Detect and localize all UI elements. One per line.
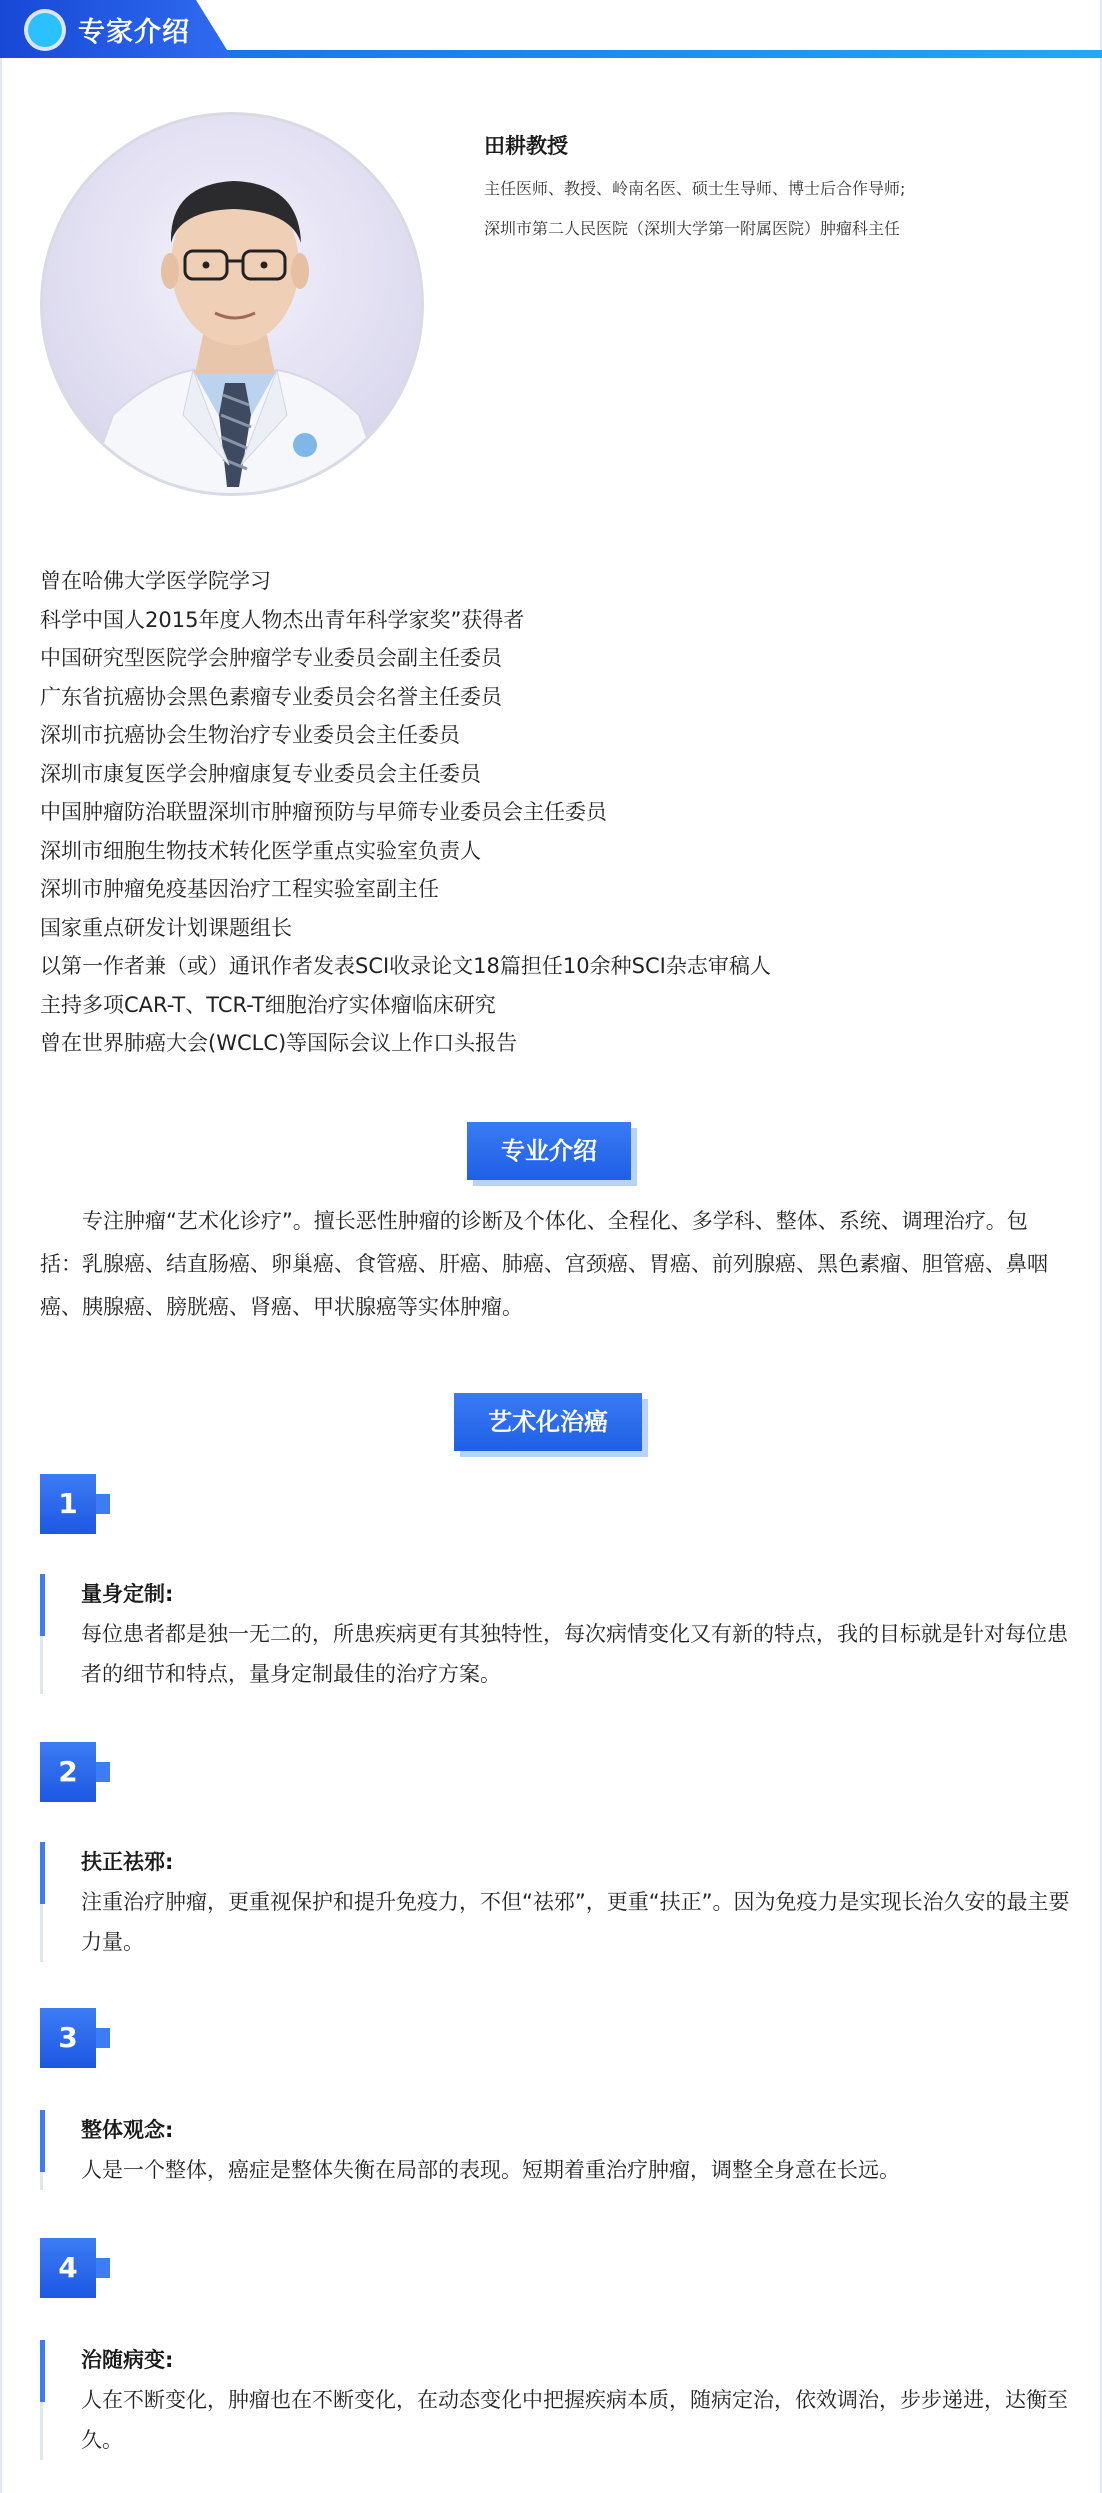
art-item xyxy=(40,2110,1070,2190)
credential-item: 中国肿瘤防治联盟深圳市肿瘤预防与早筛专业委员会主任委员 xyxy=(40,800,607,824)
badge-tab xyxy=(96,1762,110,1782)
art-item-title: 量身定制: xyxy=(81,1582,174,1606)
credential-item: 曾在哈佛大学医学院学习 xyxy=(40,569,271,593)
credential-item: 广东省抗癌协会黑色素瘤专业委员会名誉主任委员 xyxy=(40,684,502,709)
item-accent-bar xyxy=(40,2110,45,2172)
art-item xyxy=(40,1842,1070,1962)
specialty-text: 专注肿瘤“艺术化诊疗”。擅长恶性肿瘤的诊断及个体化、全程化、多学科、整体、系统、调理治疗。包括：乳腺癌、结直肠癌、卵巢癌、食管癌、肝癌、肺癌、宫颈癌、胃癌、前列腺癌、黑色素瘤、胆管癌、鼻咽癌、胰腺癌、膀胱癌、肾癌、甲状腺癌等实体肿瘤。 xyxy=(40,1209,1048,1319)
credential-item: 深圳市抗癌协会生物治疗专业委员会主任委员 xyxy=(40,723,460,747)
step-number-badge xyxy=(40,1474,110,1534)
expert-name: 田耕教授 xyxy=(484,134,568,158)
credential-item: 深圳市康复医学会肿瘤康复专业委员会主任委员 xyxy=(40,761,481,786)
step-number-badge xyxy=(40,2238,110,2298)
credential-item: 科学中国人2015年度人物杰出青年科学家奖”获得者 xyxy=(40,607,525,632)
art-heading: 艺术化治癌 xyxy=(454,1393,642,1451)
section-header xyxy=(0,0,1102,62)
art-item-title: 治随病变: xyxy=(81,2348,174,2372)
item-accent-bar xyxy=(40,1574,45,1636)
expert-affiliation: 深圳市第二人民医院（深圳大学第一附属医院）肿瘤科主任 xyxy=(484,219,901,238)
art-item-desc: 人是一个整体，癌症是整体失衡在局部的表现。短期着重治疗肿瘤，调整全身意在长远。 xyxy=(81,2158,900,2182)
specialty-heading: 专业介绍 xyxy=(467,1122,631,1180)
circle-icon xyxy=(28,13,62,47)
step-number-badge xyxy=(40,1742,110,1802)
art-item-desc: 人在不断变化，肿瘤也在不断变化，在动态变化中把握疾病本质，随病定治，依效调治，步步递进，达衡至久。 xyxy=(81,2388,1068,2452)
header-title: 专家介绍 xyxy=(78,17,190,48)
art-item xyxy=(40,1574,1070,1694)
doctor-portrait-drawing xyxy=(43,115,424,496)
step-number-badge xyxy=(40,2008,110,2068)
expert-titles: 主任医师、教授、岭南名医、硕士生导师、博士后合作导师; xyxy=(484,179,906,198)
credential-item: 中国研究型医院学会肿瘤学专业委员会副主任委员 xyxy=(40,646,502,670)
art-item-title: 整体观念: xyxy=(81,2118,174,2142)
doctor-portrait xyxy=(40,112,424,496)
badge-tab xyxy=(96,2028,110,2048)
item-accent-bar xyxy=(40,2340,45,2402)
art-item-title: 扶正祛邪: xyxy=(81,1850,174,1874)
credential-item: 以第一作者兼（或）通讯作者发表SCI收录论文18篇担任10余种SCI杂志审稿人 xyxy=(40,954,771,978)
step-number: 3 xyxy=(40,2008,96,2068)
step-number: 2 xyxy=(40,1742,96,1802)
step-number: 1 xyxy=(40,1474,96,1534)
credential-item: 深圳市肿瘤免疫基因治疗工程实验室副主任 xyxy=(40,877,439,901)
item-accent-bar xyxy=(40,1842,45,1904)
credential-item: 主持多项CAR-T、TCR-T细胞治疗实体瘤临床研究 xyxy=(40,992,496,1017)
badge-tab xyxy=(96,2258,110,2278)
credential-list xyxy=(40,562,1060,1063)
credential-item: 曾在世界肺癌大会(WCLC)等国际会议上作口头报告 xyxy=(40,1031,518,1055)
step-number: 4 xyxy=(40,2238,96,2298)
art-item-desc: 注重治疗肿瘤，更重视保护和提升免疫力，不但“祛邪”，更重“扶正”。因为免疫力是实现长治久安的最主要力量。 xyxy=(81,1890,1070,1954)
credential-item: 国家重点研发计划课题组长 xyxy=(40,915,292,940)
badge-tab xyxy=(96,1494,110,1514)
art-item-desc: 每位患者都是独一无二的，所患疾病更有其独特性，每次病情变化又有新的特点，我的目标就是针对每位患者的细节和特点，量身定制最佳的治疗方案。 xyxy=(81,1622,1068,1686)
credential-item: 深圳市细胞生物技术转化医学重点实验室负责人 xyxy=(40,838,481,863)
art-item xyxy=(40,2340,1070,2460)
